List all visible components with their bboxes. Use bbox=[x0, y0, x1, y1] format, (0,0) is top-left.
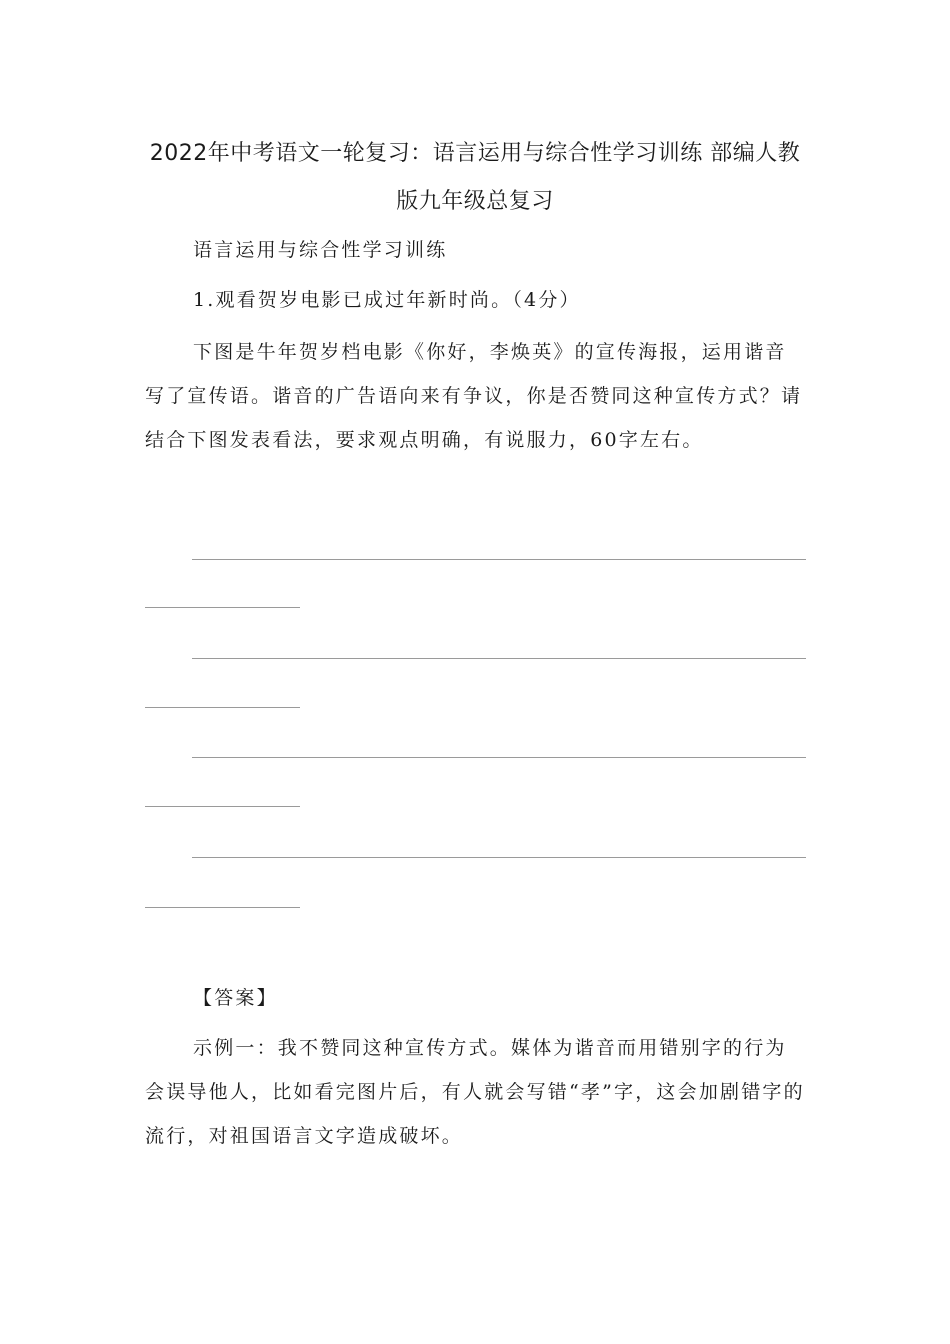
answer-label: 【答案】 bbox=[193, 987, 278, 1009]
document-title-line-1: 2022年中考语文一轮复习：语言运用与综合性学习训练 部编人教 bbox=[149, 141, 801, 166]
answer-line bbox=[145, 607, 300, 608]
question-1-prompt: 1.观看贺岁电影已成过年新时尚。（4分） bbox=[193, 289, 581, 311]
answer-line bbox=[192, 857, 806, 858]
question-1-body: 下图是牛年贺岁档电影《你好，李焕英》的宣传海报，运用谐音写了宣传语。谐音的广告语向来有争议，你是否赞同这种宣传方式？请结合下图发表看法，要求观点明确，有说服力，60字左右。 bbox=[145, 341, 803, 451]
answer-example-1: 示例一：我不赞同这种宣传方式。媒体为谐音而用错别字的行为会误导他人，比如看完图片后，有人就会写错“孝”字，这会加剧错字的流行，对祖国语言文字造成破坏。 bbox=[145, 1037, 805, 1147]
answer-line bbox=[145, 707, 300, 708]
answer-line bbox=[192, 658, 806, 659]
document-title-line-2: 版九年级总复习 bbox=[396, 189, 554, 214]
answer-line bbox=[145, 806, 300, 807]
section-heading: 语言运用与综合性学习训练 bbox=[193, 239, 448, 261]
answer-line bbox=[145, 907, 300, 908]
answer-line bbox=[192, 757, 806, 758]
answer-line bbox=[192, 559, 806, 560]
